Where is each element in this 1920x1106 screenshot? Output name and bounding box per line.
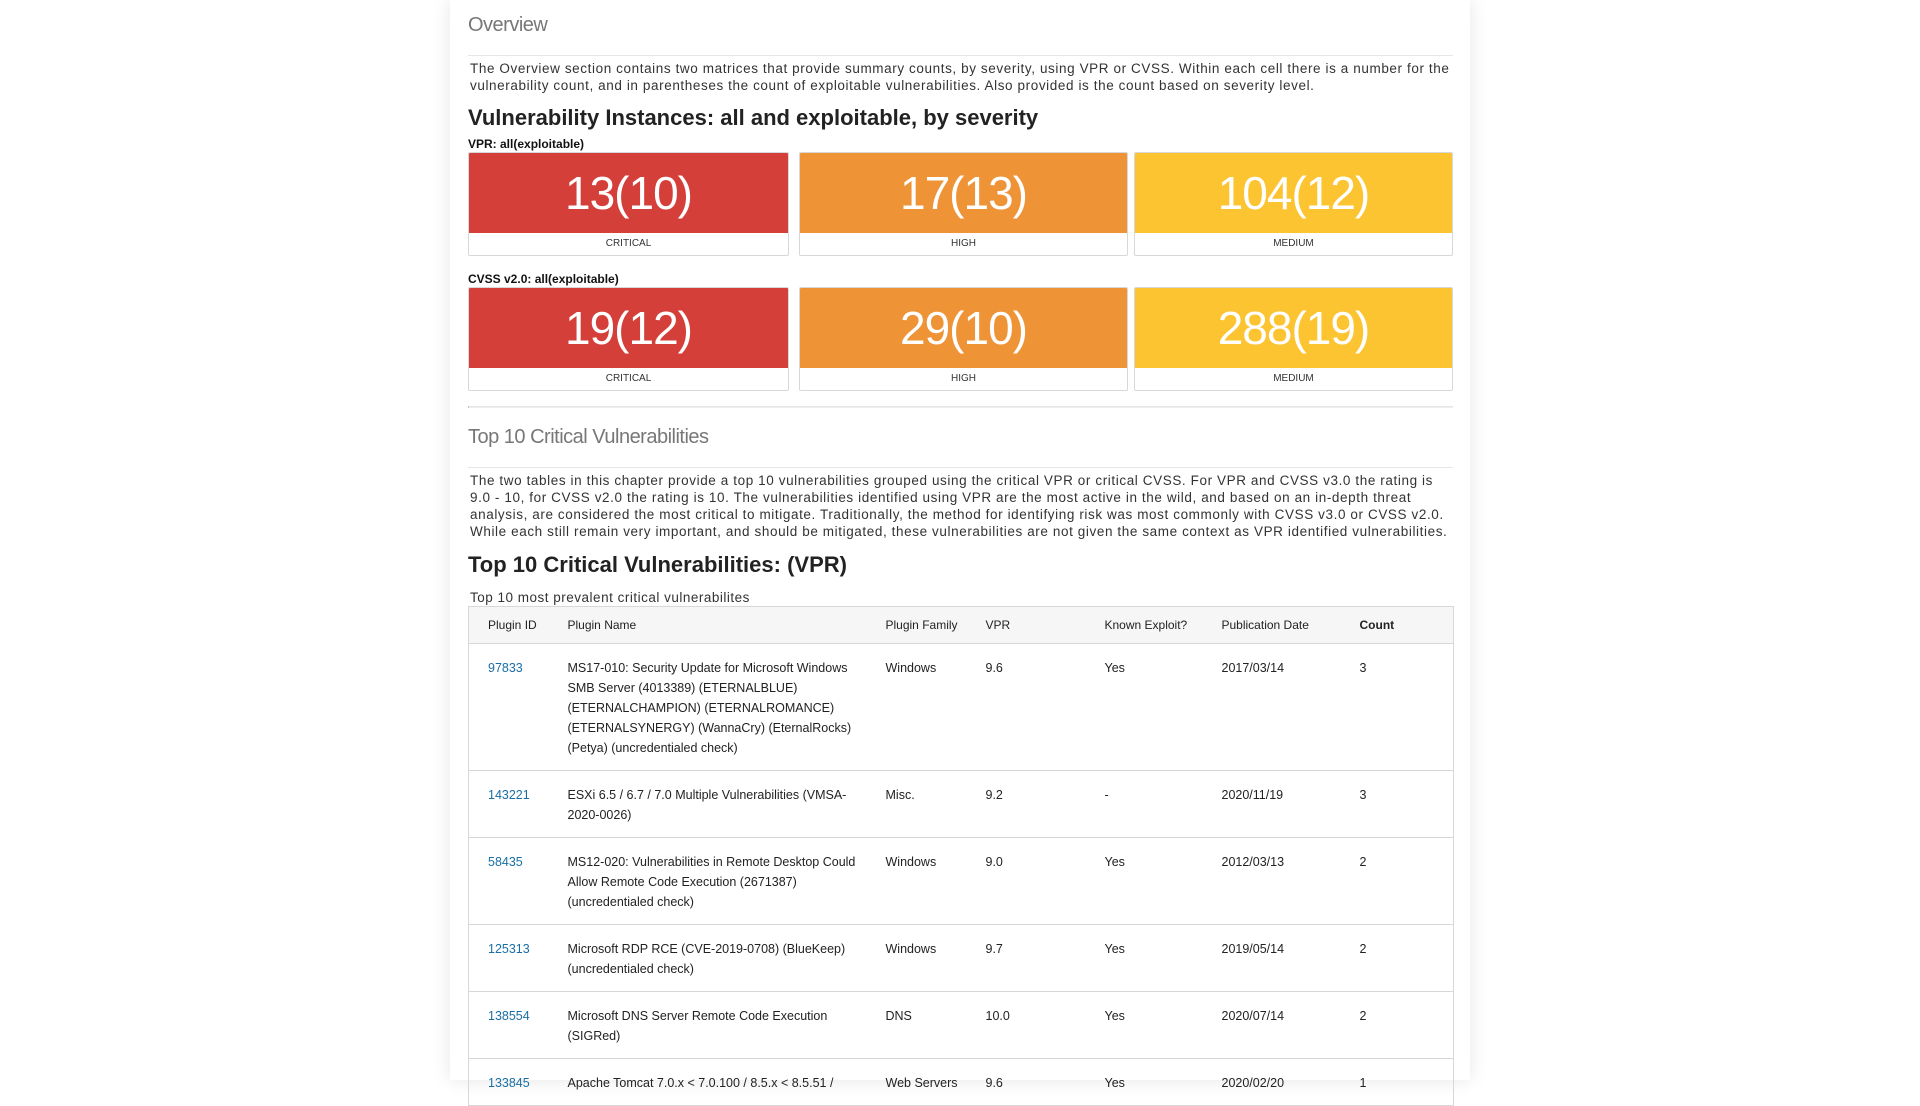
plugin-family: Misc. (867, 771, 967, 838)
vpr-score: 9.7 (967, 925, 1086, 992)
col-count[interactable]: Count (1341, 607, 1454, 644)
col-plugin-id[interactable]: Plugin ID (469, 607, 549, 644)
plugin-family: Windows (867, 644, 967, 771)
plugin-name: Microsoft RDP RCE (CVE-2019-0708) (BlueKeep) (uncredentialed check) (549, 925, 867, 992)
cvss-medium-tile (1134, 287, 1453, 391)
plugin-id-link[interactable]: 58435 (469, 838, 549, 925)
table-row (469, 1059, 1454, 1106)
plugin-id-link[interactable]: 97833 (469, 644, 549, 771)
count: 2 (1341, 838, 1454, 925)
vpr-score: 10.0 (967, 992, 1086, 1059)
table-header-row (469, 607, 1454, 644)
plugin-family: DNS (867, 992, 967, 1059)
vpr-critical-label: CRITICAL (605, 238, 652, 249)
publication-date: 2012/03/13 (1203, 838, 1341, 925)
vpr-medium-value: 104(12) (1135, 153, 1452, 233)
table-row (469, 838, 1454, 925)
cvss-matrix-label: CVSS v2.0: all(exploitable) (468, 272, 619, 286)
plugin-family: Web Servers (867, 1059, 967, 1106)
vpr-high-tile (799, 152, 1128, 256)
cvss-critical-value: 19(12) (469, 288, 788, 368)
publication-date: 2020/02/20 (1203, 1059, 1341, 1106)
table-row (469, 992, 1454, 1059)
known-exploit: - (1086, 771, 1203, 838)
col-publication-date[interactable]: Publication Date (1203, 607, 1341, 644)
top10-vpr-heading: Top 10 Critical Vulnerabilities: (VPR) (468, 552, 847, 577)
publication-date: 2017/03/14 (1203, 644, 1341, 771)
top10-description: The two tables in this chapter provide a top 10 vulnerabilities grouped using the critical VPR or critical CVSS. For VPR and CVSS v3.0 the rating is 9.0 - 10, for CVSS v2.0 the rating is 10. The vulnerabilities identified using VPR are the most active in the wild, and based on an in-depth threat analysis, are considered the most critical to mitigate. Traditionally, the method for identifying risk was most commonly with CVSS v3.0 or CVSS v2.0. While each still remain very important, and should be mitigated, these vulnerabilities are not given the same context as VPR identified vulnerabilities. (470, 473, 1448, 539)
vpr-medium-tile (1134, 152, 1453, 256)
count: 3 (1341, 771, 1454, 838)
vpr-score: 9.0 (967, 838, 1086, 925)
table-row (469, 925, 1454, 992)
vpr-score: 9.2 (967, 771, 1086, 838)
vpr-critical-value: 13(10) (469, 153, 788, 233)
col-known-exploit[interactable]: Known Exploit? (1086, 607, 1203, 644)
cvss-medium-label: MEDIUM (1273, 373, 1314, 384)
plugin-id-link[interactable]: 125313 (469, 925, 549, 992)
plugin-family: Windows (867, 925, 967, 992)
plugin-name: Apache Tomcat 7.0.x < 7.0.100 / 8.5.x < 8.5.51 / (549, 1059, 867, 1106)
vpr-matrix-label: VPR: all(exploitable) (468, 137, 585, 151)
known-exploit: Yes (1086, 992, 1203, 1059)
cvss-critical-label: CRITICAL (605, 373, 652, 384)
known-exploit: Yes (1086, 925, 1203, 992)
cvss-high-tile (799, 287, 1128, 391)
count: 2 (1341, 925, 1454, 992)
plugin-name: Microsoft DNS Server Remote Code Execution (SIGRed) (549, 992, 867, 1059)
publication-date: 2019/05/14 (1203, 925, 1341, 992)
col-vpr[interactable]: VPR (967, 607, 1086, 644)
plugin-name: ESXi 6.5 / 6.7 / 7.0 Multiple Vulnerabilities (VMSA-2020-0026) (549, 771, 867, 838)
overview-section-title: Overview (468, 0, 1453, 56)
vpr-score: 9.6 (967, 1059, 1086, 1106)
plugin-id-link[interactable]: 133845 (469, 1059, 549, 1106)
cvss-matrix (468, 287, 1453, 391)
report-page (450, 0, 1470, 1090)
overview-description: The Overview section contains two matrices that provide summary counts, by severity, using VPR or CVSS. Within each cell there is a number for the vulnerability count, and in parentheses the count of exploitable vulnerabilities. Also provided is the count based on severity level. (470, 61, 1450, 93)
count: 3 (1341, 644, 1454, 771)
top10-table-caption: Top 10 most prevalent critical vulnerabilites (470, 590, 750, 605)
plugin-name: MS17-010: Security Update for Microsoft Windows SMB Server (4013389) (ETERNALBLUE) (ETERNALCHAMPION) (ETERNALROMANCE) (ETERNALSYNERGY) (WannaCry) (EternalRocks) (Petya) (uncredentialed check) (549, 644, 867, 771)
count: 2 (1341, 992, 1454, 1059)
table-row (469, 771, 1454, 838)
top10-vpr-table (468, 606, 1454, 1106)
cvss-high-label: HIGH (950, 373, 976, 384)
known-exploit: Yes (1086, 644, 1203, 771)
vpr-high-value: 17(13) (800, 153, 1127, 233)
table-row (469, 644, 1454, 771)
cvss-medium-value: 288(19) (1135, 288, 1452, 368)
count: 1 (1341, 1059, 1454, 1106)
cvss-high-value: 29(10) (800, 288, 1127, 368)
vpr-matrix (468, 152, 1453, 256)
vpr-score: 9.6 (967, 644, 1086, 771)
plugin-name: MS12-020: Vulnerabilities in Remote Desktop Could Allow Remote Code Execution (2671387) (uncredentialed check) (549, 838, 867, 925)
vpr-high-label: HIGH (950, 238, 976, 249)
vpr-medium-label: MEDIUM (1273, 238, 1314, 249)
col-plugin-family[interactable]: Plugin Family (867, 607, 967, 644)
known-exploit: Yes (1086, 838, 1203, 925)
cvss-critical-tile (468, 287, 789, 391)
vulnerability-instances-heading: Vulnerability Instances: all and exploitable, by severity (468, 105, 1039, 130)
publication-date: 2020/11/19 (1203, 771, 1341, 838)
report-content (468, 0, 1453, 1106)
known-exploit: Yes (1086, 1059, 1203, 1106)
plugin-id-link[interactable]: 143221 (469, 771, 549, 838)
top10-section-title: Top 10 Critical Vulnerabilities (468, 408, 1453, 468)
plugin-family: Windows (867, 838, 967, 925)
col-plugin-name[interactable]: Plugin Name (549, 607, 867, 644)
plugin-id-link[interactable]: 138554 (469, 992, 549, 1059)
vpr-critical-tile (468, 152, 789, 256)
publication-date: 2020/07/14 (1203, 992, 1341, 1059)
